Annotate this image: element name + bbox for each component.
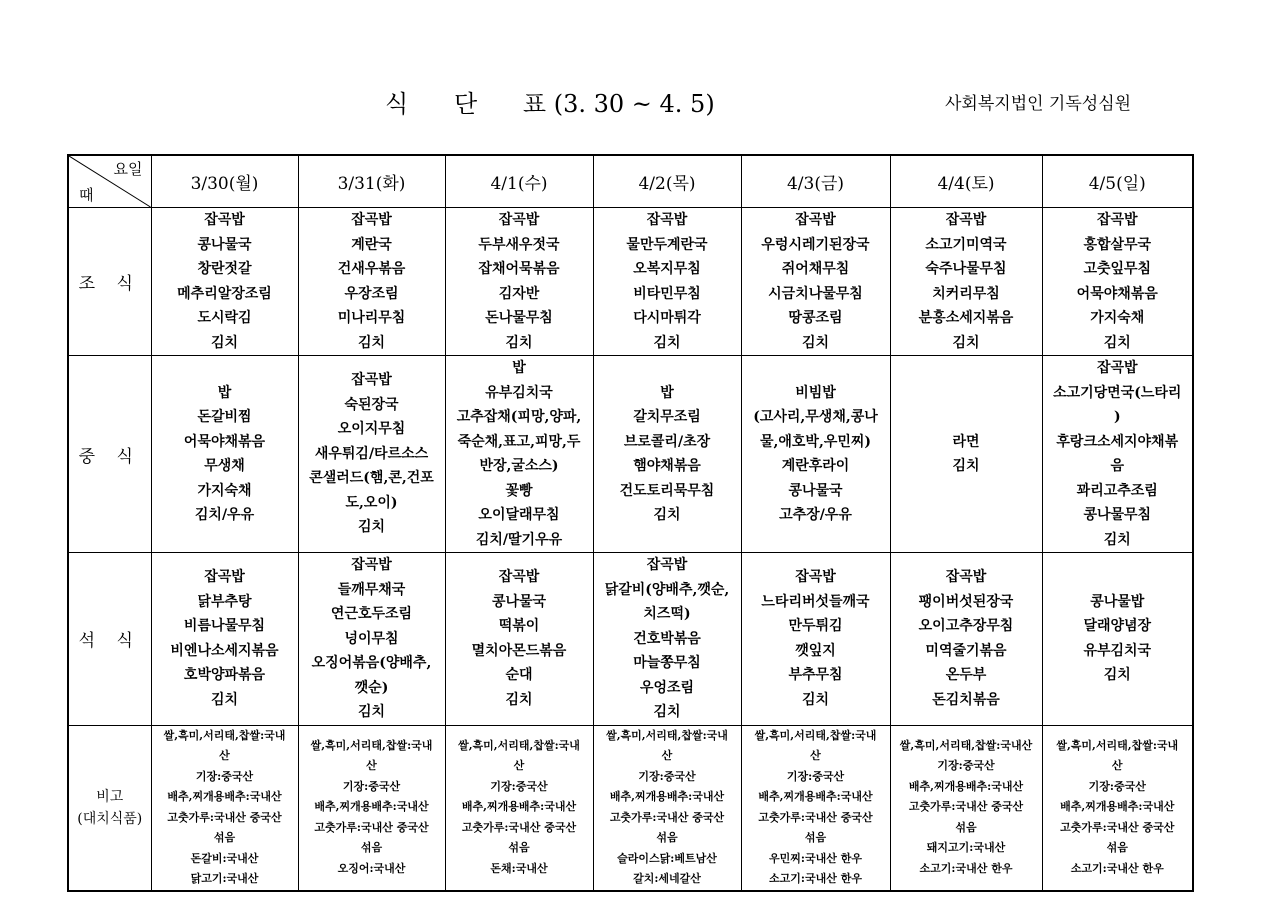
menu-item: 비름나물무침 [183, 618, 266, 635]
meal-label-dinner: 석 식 [68, 553, 151, 726]
remark-line: 돈채:국내산 [490, 861, 548, 875]
menu-item: 김치 [210, 691, 239, 708]
menu-item: 김치 [210, 334, 239, 351]
menu-item: (고사리,무생채,콩나 [753, 409, 878, 425]
remark-line: 닭고기:국내산 [190, 872, 259, 885]
menu-item: 깻잎지 [795, 642, 836, 659]
menu-item: 건새우볶음 [337, 261, 406, 277]
meal-row-lunch [68, 356, 1193, 553]
menu-cell [445, 208, 593, 356]
menu-item: 물,애호박,우민찌) [759, 433, 872, 450]
remark-line: 고춧가루:국내산 중국산 [758, 810, 873, 824]
menu-item: 김치 [1103, 667, 1131, 684]
menu-cell [890, 356, 1042, 553]
menu-item: 숙된장국 [344, 396, 399, 413]
menu-item: 잡곡밥 [945, 212, 987, 228]
menu-item-list [1043, 208, 1193, 355]
remark-line: 고춧가루:국내산 중국산 [908, 800, 1024, 814]
menu-item: 계란후라이 [781, 458, 850, 474]
menu-cell [151, 553, 298, 726]
menu-item-list [1043, 356, 1193, 552]
menu-item: 도시락김 [197, 310, 252, 326]
menu-item: 김치 [952, 458, 980, 474]
menu-cell [593, 725, 741, 891]
menu-item: 건호박볶음 [633, 630, 701, 647]
remark-line: 오징어:국내산 [337, 861, 406, 875]
menu-item: 메추리알장조림 [177, 285, 272, 302]
day-header: 4/4(토) [890, 155, 1042, 208]
menu-item: 밥 [217, 384, 232, 401]
menu-item: 잡채어묵볶음 [478, 261, 560, 277]
remark-line: 돈갈비:국내산 [190, 851, 259, 865]
menu-item: 김치 [1103, 334, 1131, 351]
remark-line: 소고기:국내산 한우 [919, 861, 1013, 875]
remark-line: 고춧가루:국내산 중국산 [167, 810, 282, 824]
day-header-row [68, 155, 1193, 208]
remark-line: 고춧가루:국내산 중국산 [314, 820, 429, 834]
menu-cell [445, 356, 593, 553]
remark-line: 소고기:국내산 한우 [1070, 861, 1164, 875]
menu-item: 유부김치국 [485, 384, 553, 401]
remark-line: 산 [219, 749, 230, 762]
corner-time-label: 때 [79, 186, 94, 204]
menu-item: 꽈리고추조림 [1076, 482, 1158, 499]
menu-item-list [594, 381, 741, 528]
menu-item: 다시마튀각 [633, 310, 701, 326]
menu-cell [890, 553, 1042, 726]
day-header: 4/5(일) [1042, 155, 1193, 208]
menu-item-list [594, 726, 741, 890]
menu-cell [593, 356, 741, 553]
menu-item: 오징어볶음(양배추, [311, 655, 432, 671]
menu-item: 비엔나소세지볶음 [170, 642, 279, 659]
menu-item: 잡곡밥 [795, 212, 836, 228]
remark-line: 기장:중국산 [1088, 779, 1146, 793]
menu-item: 콘샐러드(햄,콘,건포 [309, 470, 434, 487]
menu-item-list [742, 565, 890, 712]
menu-item: 무생채 [204, 458, 245, 474]
remark-line: 고춧가루:국내산 중국산 [1060, 820, 1175, 834]
remark-line: 기장:중국산 [786, 769, 845, 783]
menu-cell [1042, 553, 1193, 726]
menu-item: 홍합살무국 [1083, 236, 1152, 253]
menu-item: 우엉조림 [639, 679, 695, 696]
menu-item: 돈김치볶음 [932, 691, 1000, 708]
menu-item: 음 [1110, 458, 1125, 474]
remark-line: 섞음 [804, 831, 827, 844]
menu-item: 밥 [660, 384, 674, 401]
remark-line: 섞음 [360, 841, 383, 855]
menu-item: 가지숙채 [1090, 310, 1145, 326]
menu-item: 온두부 [945, 667, 987, 684]
menu-item: 두부새우젓국 [478, 236, 560, 253]
meal-row-dinner [68, 553, 1193, 726]
menu-cell [741, 356, 890, 553]
remark-line: 고춧가루:국내산 중국산 [609, 810, 725, 824]
menu-cell [445, 725, 593, 891]
menu-item: 오이달래무침 [478, 507, 560, 523]
menu-item: 유부김치국 [1083, 642, 1152, 659]
menu-item: 잡곡밥 [204, 569, 245, 586]
menu-cell [298, 208, 445, 356]
remark-line: 기장:중국산 [937, 759, 995, 773]
remark-line: 산 [661, 749, 673, 762]
menu-item: 갈치무조림 [633, 409, 701, 425]
remark-line: 섞음 [213, 831, 236, 844]
menu-item: 잡곡밥 [795, 569, 836, 586]
menu-item-list [446, 208, 593, 355]
menu-item: 연근호두조림 [330, 606, 413, 622]
menu-item: 치커리무침 [932, 285, 1000, 302]
menu-cell [741, 725, 890, 891]
remark-line: 고춧가루:국내산 중국산 [461, 820, 577, 834]
menu-item-list [299, 208, 445, 355]
menu-item: 닭부추탕 [197, 593, 252, 610]
remark-line: 배추,찌개용배추:국내산 [908, 779, 1024, 793]
remark-line: 기장:중국산 [638, 769, 696, 783]
menu-item: 넝이무침 [344, 630, 399, 647]
menu-item: 김치/딸기우유 [475, 531, 563, 548]
remark-line: 쌀,흑미,서리태,찹쌀:국내산 [899, 738, 1033, 752]
menu-item: 브로콜리/초장 [623, 433, 711, 450]
remark-line: 배추,찌개용배추:국내산 [758, 790, 873, 803]
menu-cell [1042, 208, 1193, 356]
day-header: 4/2(목) [593, 155, 741, 208]
menu-item: 잡곡밥 [1096, 212, 1138, 228]
remark-line: 배추,찌개용배추:국내산 [1060, 800, 1175, 814]
remark-line: 기장:중국산 [490, 779, 548, 793]
menu-item: 잡곡밥 [351, 557, 392, 573]
menu-item: 치즈떡) [643, 606, 691, 622]
menu-item: 만두튀김 [788, 618, 843, 635]
meal-label-lunch: 중 식 [68, 356, 151, 553]
menu-item: 호박양파볶음 [183, 667, 266, 684]
weekly-menu-table [67, 154, 1194, 892]
remark-line: 갈치:세네갈산 [633, 872, 701, 885]
remark-line: 쌀,흑미,서리태,찹쌀:국내 [163, 728, 286, 742]
remarks-label-line1: 비고 [96, 788, 124, 805]
menu-item: 오복지무침 [633, 261, 701, 277]
menu-item: 깻순) [354, 679, 389, 696]
remarks-row [68, 725, 1193, 891]
menu-item: 새우튀김/타르소스 [314, 445, 429, 462]
menu-item-list [152, 565, 298, 712]
menu-item: 죽순채,표고,피망,두 [457, 433, 581, 450]
menu-item: 김치 [801, 334, 830, 351]
menu-item: 김치 [357, 519, 386, 536]
menu-item-list [446, 736, 593, 880]
menu-item-list [891, 565, 1042, 712]
remark-line: 배추,찌개용배추:국내산 [461, 800, 577, 814]
menu-item: 닭갈비(양배추,깻순, [604, 581, 730, 598]
menu-item-list [891, 208, 1042, 355]
menu-item-list [152, 726, 298, 890]
remarks-label [68, 725, 151, 891]
menu-item-list [742, 381, 890, 528]
menu-item: 가지숙채 [197, 482, 252, 499]
menu-item: 소고기당면국(느타리 [1053, 384, 1182, 401]
remark-line: 섞음 [656, 831, 678, 844]
menu-item: 분홍소세지볶음 [918, 310, 1014, 326]
menu-item: 느타리버섯들깨국 [761, 593, 870, 610]
menu-item: 고추잡채(피망,양파, [456, 409, 582, 425]
remark-line: 쌀,흑미,서리태,찹쌀:국내 [458, 738, 580, 752]
menu-item-list [594, 553, 741, 725]
remark-line: 기장:중국산 [195, 769, 254, 783]
menu-cell [298, 725, 445, 891]
menu-item: 창란젓갈 [197, 261, 252, 277]
menu-item: 콩나물밥 [1090, 593, 1145, 610]
menu-item: 어묵야채볶음 [1076, 285, 1158, 302]
menu-item-list [742, 208, 890, 355]
menu-cell [1042, 356, 1193, 553]
menu-item: 돈나물무침 [485, 310, 553, 326]
menu-item: 들깨무채국 [337, 581, 406, 598]
menu-item: 김자반 [498, 285, 540, 302]
menu-item: 우장조림 [344, 285, 399, 302]
menu-item: 잡곡밥 [351, 372, 392, 389]
remark-line: 쌀,흑미,서리태,찹쌀:국내 [754, 728, 877, 742]
menu-item-list [299, 368, 445, 540]
menu-item: 잡곡밥 [945, 569, 987, 586]
menu-item: 후랑크소세지야채볶 [1056, 433, 1179, 450]
menu-item: 어묵야채볶음 [183, 433, 266, 450]
menu-item-list [1043, 736, 1193, 880]
menu-item: 소고기미역국 [925, 236, 1007, 253]
remark-line: 산 [366, 759, 377, 773]
menu-item: 반장,굴소스) [479, 458, 559, 474]
menu-item: 건도토리묵무침 [619, 482, 715, 499]
menu-item: 미역줄기볶음 [925, 642, 1007, 659]
remark-line: 슬라이스닭:베트남산 [617, 851, 717, 865]
menu-item: 고춧잎무침 [1083, 261, 1152, 277]
menu-cell [1042, 725, 1193, 891]
menu-item-list [299, 736, 445, 880]
remark-line: 기장:중국산 [342, 779, 401, 793]
menu-item: 김치 [505, 691, 533, 708]
menu-item: 비타민무침 [633, 285, 701, 302]
menu-cell [890, 725, 1042, 891]
menu-cell [445, 553, 593, 726]
menu-item: 오이지무침 [337, 421, 406, 438]
menu-item: 꽃빵 [505, 482, 533, 499]
menu-cell [741, 553, 890, 726]
menu-item-list [299, 553, 445, 725]
menu-item: 콩나물무침 [1083, 507, 1152, 523]
menu-item: 미나리무침 [337, 310, 406, 326]
remark-line: 산 [513, 759, 525, 773]
menu-cell [298, 356, 445, 553]
menu-item: 오이고추장무침 [918, 618, 1014, 635]
menu-item: 마늘쫑무침 [633, 655, 701, 671]
day-header: 4/1(수) [445, 155, 593, 208]
menu-item: 김치 [653, 704, 681, 720]
menu-item: 김치 [1103, 531, 1131, 548]
menu-item-list [152, 208, 298, 355]
menu-item: 시금치나물무침 [768, 285, 863, 302]
menu-item: 김치 [952, 334, 980, 351]
menu-item: 김치 [653, 334, 681, 351]
meal-row-breakfast [68, 208, 1193, 356]
menu-item: 계란국 [351, 236, 392, 253]
menu-item-list [446, 356, 593, 552]
menu-item: 멸치아몬드볶음 [471, 642, 567, 659]
menu-item-list [891, 430, 1042, 479]
menu-item: 콩나물국 [197, 236, 252, 253]
menu-item: 잡곡밥 [646, 557, 688, 573]
menu-item: 물만두계란국 [626, 236, 708, 253]
menu-cell [298, 553, 445, 726]
menu-item: 돈갈비찜 [197, 409, 252, 425]
remark-line: 산 [1111, 759, 1123, 773]
menu-item-list [742, 726, 890, 890]
menu-item: 김치 [653, 507, 681, 523]
remark-line: 소고기:국내산 한우 [769, 872, 862, 885]
menu-item: 숙주나물무침 [925, 261, 1007, 277]
menu-item: 팽이버섯된장국 [918, 593, 1014, 610]
day-header: 4/3(금) [741, 155, 890, 208]
remark-line: 섞음 [508, 841, 530, 855]
menu-item: 김치 [505, 334, 533, 351]
remarks-label-line2: (대치식품) [77, 810, 143, 827]
menu-item: 라면 [952, 433, 980, 450]
menu-item: 쥐어채무침 [781, 261, 850, 277]
menu-item: 김치 [357, 704, 386, 720]
remark-line: 배추,찌개용배추:국내산 [167, 790, 282, 803]
menu-item: 김치/우유 [194, 507, 255, 523]
day-header: 3/30(월) [151, 155, 298, 208]
remark-line: 배추,찌개용배추:국내산 [314, 800, 429, 814]
menu-item: 비빔밥 [795, 384, 836, 401]
menu-item: 콩나물국 [788, 482, 843, 499]
menu-item-list [152, 381, 298, 528]
meal-label-breakfast: 조 식 [68, 208, 151, 356]
remark-line: 배추,찌개용배추:국내산 [609, 790, 725, 803]
menu-item-list [1043, 590, 1193, 688]
menu-item: 햄야채볶음 [633, 458, 701, 474]
menu-item: 순대 [505, 667, 533, 684]
menu-title: 식 단 표 (3. 30 ~ 4. 5) [385, 90, 715, 118]
menu-cell [741, 208, 890, 356]
corner-day-label: 요일 [113, 160, 143, 178]
menu-item: 잡곡밥 [498, 569, 540, 586]
menu-item: 고추장/우유 [779, 507, 852, 523]
menu-item: 잡곡밥 [1096, 360, 1138, 376]
menu-item: 도,오이) [345, 494, 398, 511]
menu-cell [890, 208, 1042, 356]
menu-item: 부추무침 [788, 667, 843, 684]
menu-item: 잡곡밥 [204, 212, 245, 228]
day-header: 3/31(화) [298, 155, 445, 208]
remark-line: 섞음 [1106, 841, 1128, 855]
menu-item-list [891, 736, 1042, 880]
menu-item: 잡곡밥 [351, 212, 392, 228]
menu-item: 떡볶이 [498, 618, 540, 635]
menu-item: ) [1113, 409, 1121, 425]
menu-item: 밥 [512, 360, 526, 376]
menu-item: 달래양념장 [1083, 618, 1152, 635]
menu-item: 땅콩조림 [788, 310, 843, 326]
remark-line: 섞음 [955, 820, 977, 834]
menu-cell [151, 208, 298, 356]
organization-name: 사회복지법인 기독성심원 [945, 94, 1132, 114]
menu-cell [593, 208, 741, 356]
menu-item: 우렁시레기된장국 [761, 236, 870, 253]
menu-item-list [594, 208, 741, 355]
remark-line: 쌀,흑미,서리태,찹쌀:국내 [606, 728, 728, 742]
menu-item-list [446, 565, 593, 712]
menu-item: 김치 [801, 691, 830, 708]
menu-cell [151, 725, 298, 891]
remark-line: 쌀,흑미,서리태,찹쌀:국내 [310, 738, 433, 752]
remark-line: 우민찌:국내산 한우 [769, 851, 862, 865]
menu-item: 잡곡밥 [498, 212, 540, 228]
menu-cell [151, 356, 298, 553]
remark-line: 산 [810, 749, 821, 762]
menu-item: 콩나물국 [491, 593, 547, 610]
menu-item: 잡곡밥 [646, 212, 688, 228]
menu-item: 김치 [357, 334, 386, 351]
remark-line: 쌀,흑미,서리태,찹쌀:국내 [1056, 738, 1179, 752]
corner-header-cell [68, 155, 151, 208]
menu-cell [593, 553, 741, 726]
remark-line: 돼지고기:국내산 [926, 841, 1006, 855]
